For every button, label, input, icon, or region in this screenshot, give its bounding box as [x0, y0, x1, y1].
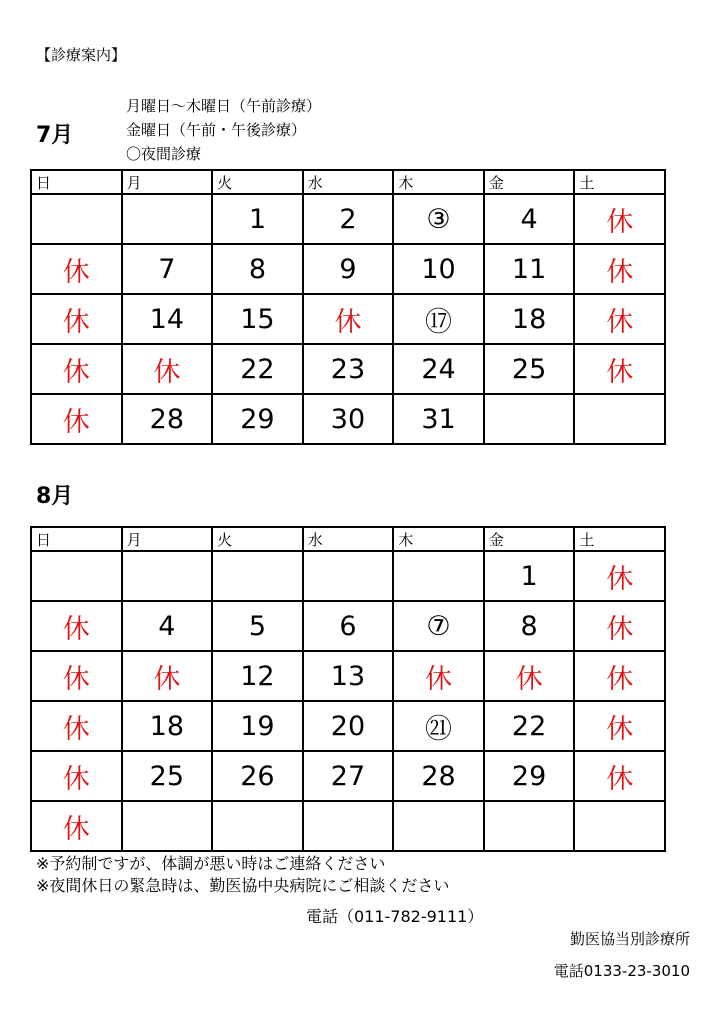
day-cell: 18	[122, 701, 213, 751]
empty-cell	[393, 551, 484, 601]
weekday-header: 月	[122, 170, 213, 194]
day-cell: 9	[303, 244, 394, 294]
day-cell: 8	[484, 601, 575, 651]
day-cell: 13	[303, 651, 394, 701]
august-month-label: 8月	[36, 484, 74, 509]
weekday-header: 水	[303, 527, 394, 551]
july-calendar	[30, 169, 666, 445]
weekday-header: 土	[574, 170, 665, 194]
empty-cell	[574, 394, 665, 444]
empty-cell	[212, 801, 303, 851]
holiday-cell: 休	[31, 651, 122, 701]
day-cell: 23	[303, 344, 394, 394]
empty-cell	[484, 394, 575, 444]
weekday-header: 火	[212, 527, 303, 551]
holiday-cell: 休	[31, 394, 122, 444]
weekday-header: 水	[303, 170, 394, 194]
week-row	[31, 194, 665, 244]
day-cell: ③	[393, 194, 484, 244]
day-cell: ⑦	[393, 601, 484, 651]
week-row	[31, 394, 665, 444]
holiday-cell: 休	[31, 344, 122, 394]
legend-fri: 金曜日（午前・午後診療）	[126, 121, 307, 139]
note-emergency: ※夜間休日の緊急時は、勤医協中央病院にご相談ください	[36, 876, 450, 895]
holiday-cell: 休	[574, 701, 665, 751]
day-cell: 25	[122, 751, 213, 801]
notes	[36, 853, 449, 897]
july-month-label: 7月	[36, 123, 74, 148]
empty-cell	[574, 801, 665, 851]
holiday-cell: 休	[393, 651, 484, 701]
day-cell: 19	[212, 701, 303, 751]
week-row	[31, 344, 665, 394]
day-cell: 30	[303, 394, 394, 444]
day-cell: 31	[393, 394, 484, 444]
day-cell: 7	[122, 244, 213, 294]
holiday-cell: 休	[31, 601, 122, 651]
holiday-cell: 休	[122, 344, 213, 394]
holiday-cell: 休	[31, 701, 122, 751]
holiday-cell: 休	[31, 801, 122, 851]
empty-cell	[122, 801, 213, 851]
holiday-cell: 休	[574, 294, 665, 344]
empty-cell	[212, 551, 303, 601]
empty-cell	[31, 551, 122, 601]
note-reservation: ※予約制ですが、体調が悪い時はご連絡ください	[36, 854, 386, 873]
weekday-header: 土	[574, 527, 665, 551]
day-cell: 4	[122, 601, 213, 651]
weekday-header: 日	[31, 170, 122, 194]
day-cell: 12	[212, 651, 303, 701]
clinic-name: 勤医協当別診療所	[569, 930, 690, 948]
week-row	[31, 244, 665, 294]
empty-cell	[393, 801, 484, 851]
legend-mon-thu: 月曜日〜木曜日（午前診療）	[126, 97, 322, 115]
schedule-legend	[126, 94, 321, 166]
day-cell: 10	[393, 244, 484, 294]
day-cell: 24	[393, 344, 484, 394]
weekday-header-row	[31, 170, 665, 194]
weekday-header-row	[31, 527, 665, 551]
weekday-header: 日	[31, 527, 122, 551]
weekday-header: 金	[484, 170, 575, 194]
day-cell: 2	[303, 194, 394, 244]
week-row	[31, 651, 665, 701]
day-cell: 22	[212, 344, 303, 394]
empty-cell	[122, 551, 213, 601]
day-cell: 4	[484, 194, 575, 244]
day-cell: ⑰	[393, 294, 484, 344]
day-cell: 15	[212, 294, 303, 344]
day-cell: 1	[484, 551, 575, 601]
day-cell: 11	[484, 244, 575, 294]
empty-cell	[484, 801, 575, 851]
august-calendar	[30, 526, 666, 852]
day-cell: 25	[484, 344, 575, 394]
day-cell: 22	[484, 701, 575, 751]
day-cell: 6	[303, 601, 394, 651]
empty-cell	[31, 194, 122, 244]
holiday-cell: 休	[574, 244, 665, 294]
holiday-cell: 休	[31, 294, 122, 344]
day-cell: 26	[212, 751, 303, 801]
week-row	[31, 551, 665, 601]
day-cell: 1	[212, 194, 303, 244]
week-row	[31, 701, 665, 751]
empty-cell	[122, 194, 213, 244]
day-cell: 27	[303, 751, 394, 801]
weekday-header: 金	[484, 527, 575, 551]
week-row	[31, 801, 665, 851]
weekday-header: 木	[393, 527, 484, 551]
day-cell: 18	[484, 294, 575, 344]
empty-cell	[303, 801, 394, 851]
day-cell: 28	[393, 751, 484, 801]
emergency-phone: 電話（011-782-9111）	[306, 907, 484, 926]
day-cell: ㉑	[393, 701, 484, 751]
weekday-header: 月	[122, 527, 213, 551]
day-cell: 29	[484, 751, 575, 801]
holiday-cell: 休	[122, 651, 213, 701]
holiday-cell: 休	[574, 751, 665, 801]
holiday-cell: 休	[484, 651, 575, 701]
holiday-cell: 休	[574, 344, 665, 394]
weekday-header: 木	[393, 170, 484, 194]
weekday-header: 火	[212, 170, 303, 194]
clinic-phone: 電話0133-23-3010	[553, 962, 690, 980]
holiday-cell: 休	[574, 651, 665, 701]
holiday-cell: 休	[574, 194, 665, 244]
day-cell: 28	[122, 394, 213, 444]
week-row	[31, 601, 665, 651]
week-row	[31, 294, 665, 344]
page-heading: 【診療案内】	[36, 46, 127, 64]
holiday-cell: 休	[303, 294, 394, 344]
day-cell: 5	[212, 601, 303, 651]
day-cell: 29	[212, 394, 303, 444]
holiday-cell: 休	[574, 551, 665, 601]
holiday-cell: 休	[574, 601, 665, 651]
legend-night: 〇夜間診療	[126, 145, 202, 163]
empty-cell	[303, 551, 394, 601]
day-cell: 20	[303, 701, 394, 751]
week-row	[31, 751, 665, 801]
holiday-cell: 休	[31, 751, 122, 801]
holiday-cell: 休	[31, 244, 122, 294]
day-cell: 8	[212, 244, 303, 294]
day-cell: 14	[122, 294, 213, 344]
